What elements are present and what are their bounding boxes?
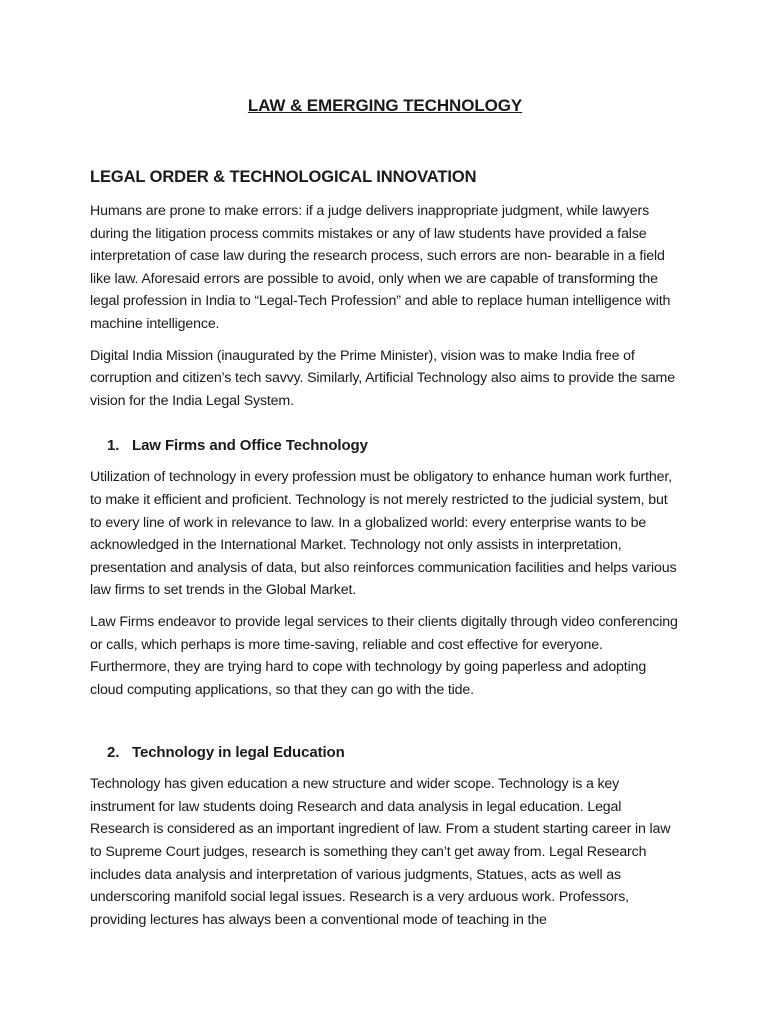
list-number: 2. <box>107 744 120 762</box>
section-heading: LEGAL ORDER & TECHNOLOGICAL INNOVATION <box>90 168 477 186</box>
numbered-heading-law-firms <box>90 434 680 458</box>
numbered-heading-text: Technology in legal Education <box>132 744 345 762</box>
numbered-heading-legal-education <box>90 741 680 765</box>
body-paragraph: Technology has given education a new structure and wider scope. Technology is a key instrument for law students doing Research and data analysis in legal education. Legal Research is considered as an important ingredient of law. From a student starting career in law to Supreme Court judges, research is something they can’t get away from. Legal Research includes data analysis and interpretation of various judgments, Statues, acts as well as underscoring manifold social legal issues. Research is a very arduous work. Professors, providing lectures has always been a conventional mode of teaching in the <box>90 776 671 928</box>
intro-paragraph: Digital India Mission (inaugurated by the Prime Minister), vision was to make India free of corruption and citizen’s tech savvy. Similarly, Artificial Technology also aims to provide the same vision for the India Legal System. <box>90 347 675 409</box>
numbered-heading-text: Law Firms and Office Technology <box>132 437 368 455</box>
document-title: LAW & EMERGING TECHNOLOGY <box>247 96 523 115</box>
body-paragraph: Law Firms endeavor to provide legal services to their clients digitally through video conferencing or calls, which perhaps is more time-saving, reliable and cost effective for everyone. Furthermore, they are trying hard to cope with technology by going paperless and adopting cloud computing applications, so that they can go with the tide. <box>90 613 678 698</box>
intro-paragraph: Humans are prone to make errors: if a judge delivers inappropriate judgment, while lawyers during the litigation process commits mistakes or any of law students have provided a false interpretation of case law during the research process, such errors are non- bearable in a field like law. Aforesaid errors are possible to avoid, only when we are capable of transforming the legal profession in India to “Legal-Tech Profession” and able to replace human intelligence with machine intelligence. <box>90 203 671 332</box>
body-paragraph: Utilization of technology in every profession must be obligatory to enhance human work further, to make it efficient and proficient. Technology is not merely restricted to the judicial system, but to every line of work in relevance to law. In a globalized world: every enterprise wants to be acknowledged in the International Market. Technology not only assists in interpretation, presentation and analysis of data, but also reinforces communication facilities and helps various law firms to set trends in the Global Market. <box>90 469 677 599</box>
list-number: 1. <box>107 437 120 455</box>
